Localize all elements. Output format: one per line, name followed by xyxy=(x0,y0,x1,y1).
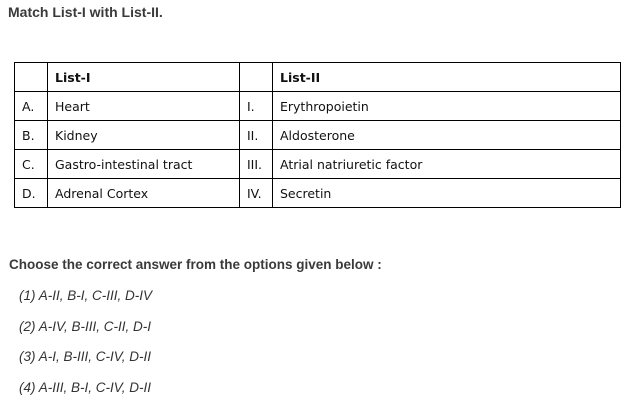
list-2-numeral: I. xyxy=(240,92,273,121)
list-1-item: Adrenal Cortex xyxy=(48,179,240,208)
list-2-numeral: IV. xyxy=(240,179,273,208)
table-row xyxy=(15,150,621,179)
table-header-cell xyxy=(240,63,273,92)
answer-option-3: (3) A-I, B-III, C-IV, D-II xyxy=(19,347,152,378)
list-1-letter: C. xyxy=(15,150,48,179)
list-2-item: Secretin xyxy=(273,179,621,208)
table-header-cell xyxy=(15,63,48,92)
list-2-header: List-II xyxy=(273,63,621,92)
list-1-letter: A. xyxy=(15,92,48,121)
table-row xyxy=(15,121,621,150)
list-2-item: Erythropoietin xyxy=(273,92,621,121)
question-title: Match List-I with List-II. xyxy=(8,4,163,20)
answer-options xyxy=(19,286,152,408)
answer-option-4: (4) A-III, B-I, C-IV, D-II xyxy=(19,378,152,408)
instruction-text: Choose the correct answer from the options given below : xyxy=(9,257,382,272)
table-header-row xyxy=(15,63,621,92)
list-1-header: List-I xyxy=(48,63,240,92)
table-row xyxy=(15,92,621,121)
list-2-item: Aldosterone xyxy=(273,121,621,150)
match-table xyxy=(14,62,621,208)
table-row xyxy=(15,179,621,208)
answer-option-1: (1) A-II, B-I, C-III, D-IV xyxy=(19,286,152,317)
list-1-letter: B. xyxy=(15,121,48,150)
list-1-item: Kidney xyxy=(48,121,240,150)
list-1-letter: D. xyxy=(15,179,48,208)
answer-option-2: (2) A-IV, B-III, C-II, D-I xyxy=(19,317,152,348)
list-2-item: Atrial natriuretic factor xyxy=(273,150,621,179)
list-2-numeral: III. xyxy=(240,150,273,179)
list-1-item: Heart xyxy=(48,92,240,121)
list-2-numeral: II. xyxy=(240,121,273,150)
list-1-item: Gastro-intestinal tract xyxy=(48,150,240,179)
